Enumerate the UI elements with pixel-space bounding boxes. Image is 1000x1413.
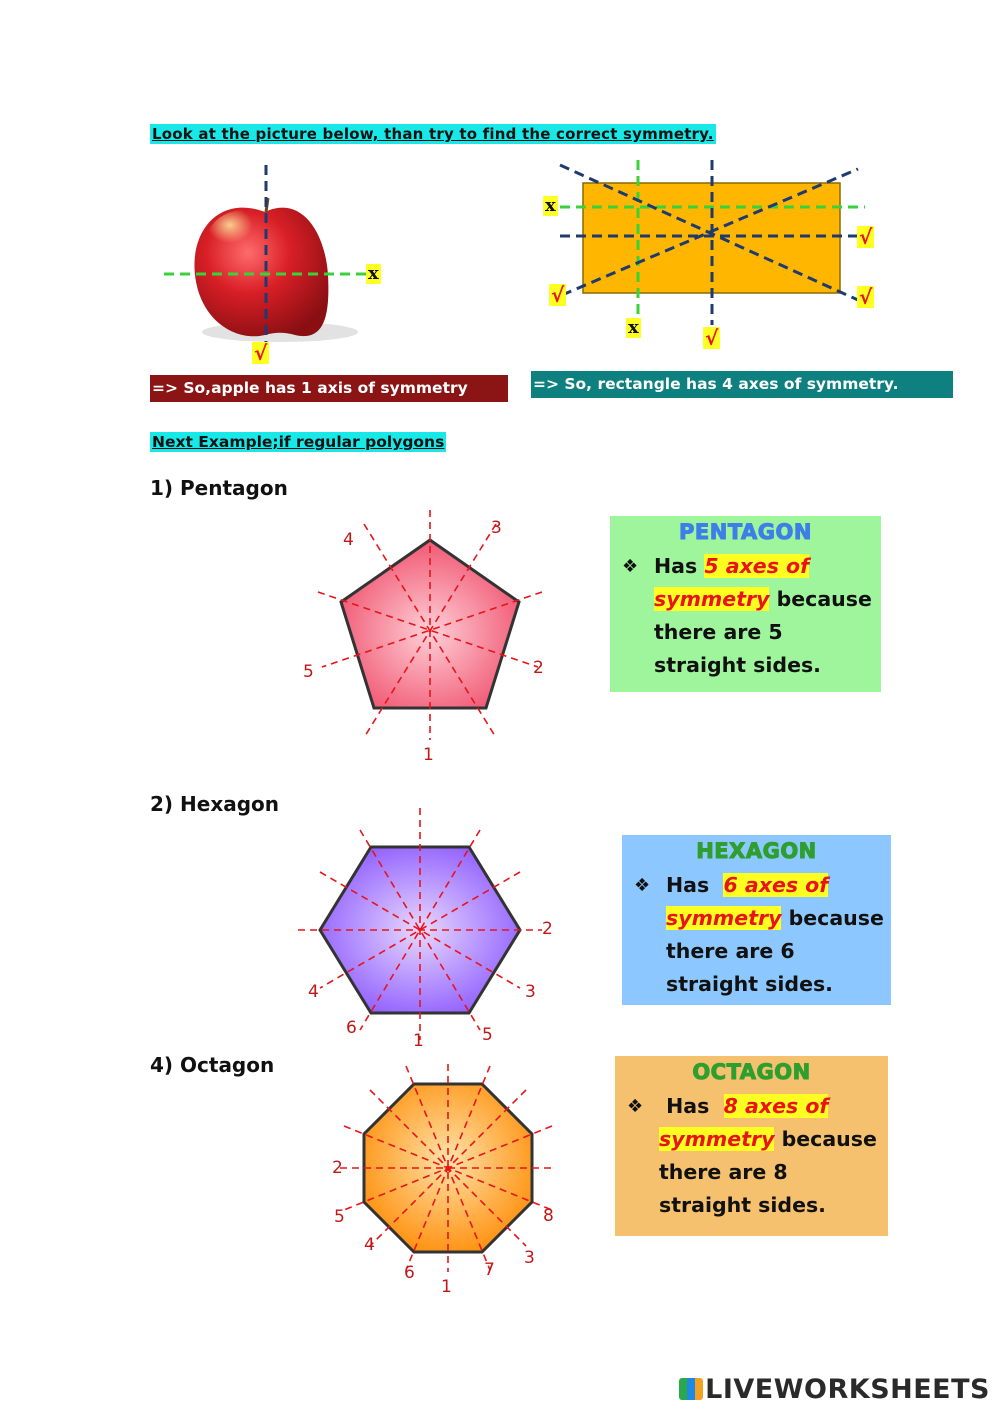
octagon-line3: there are 8 — [659, 1160, 788, 1184]
octagon-axis-label-2: 2 — [332, 1158, 343, 1178]
next-example-heading: Next Example;if regular polygons — [152, 433, 445, 451]
rect-bottom-check: √ — [705, 326, 719, 350]
pentagon-card-title: PENTAGON — [679, 520, 812, 544]
hexagon-card-title: HEXAGON — [696, 839, 817, 863]
pentagon-axis-label-3: 3 — [491, 518, 502, 538]
intro-instruction: Look at the picture below, than try to find the correct symmetry. — [152, 125, 714, 143]
brand-text: LIVEWORKSHEETS — [705, 1374, 990, 1405]
octagon-axis-label-6: 6 — [404, 1263, 415, 1283]
rect-right-lower-check: √ — [859, 285, 873, 309]
octagon-card-text — [615, 1090, 888, 1222]
pentagon-figure — [290, 500, 570, 770]
apple-conclusion-banner: => So,apple has 1 axis of symmetry — [150, 375, 508, 402]
hexagon-has: Has — [666, 873, 710, 897]
octagon-axis-label-5: 5 — [334, 1207, 345, 1227]
hexagon-figure — [290, 800, 570, 1050]
apple-horizontal-x-mark: x — [368, 263, 379, 284]
diamond-bullet-icon: ❖ — [622, 556, 639, 577]
pentagon-has: Has — [654, 554, 698, 578]
octagon-because: because — [774, 1127, 877, 1151]
rect-bottom-x-mark: x — [628, 317, 639, 338]
rect-right-upper-check: √ — [859, 225, 873, 249]
octagon-axis-label-1: 1 — [441, 1277, 452, 1297]
octagon-axis-label-3: 3 — [524, 1248, 535, 1268]
diamond-bullet-icon: ❖ — [627, 1096, 644, 1117]
pentagon-card — [610, 516, 881, 692]
hexagon-heading: 2) Hexagon — [150, 792, 280, 816]
hexagon-axis-label-6: 6 — [346, 1018, 357, 1038]
pentagon-axis-label-4: 4 — [343, 530, 354, 550]
hexagon-because: because — [781, 906, 884, 930]
hexagon-axes-count: 6 axes of — [723, 873, 829, 897]
octagon-line4: straight sides. — [659, 1193, 826, 1217]
octagon-axis-label-8: 8 — [543, 1206, 554, 1226]
hexagon-axis-label-2: 2 — [542, 919, 553, 939]
rectangle-conclusion-banner: => So, rectangle has 4 axes of symmetry. — [531, 371, 953, 398]
pentagon-axes-count: 5 axes of — [704, 554, 810, 578]
octagon-card-title: OCTAGON — [692, 1060, 811, 1084]
octagon-symmetry-word: symmetry — [659, 1127, 775, 1151]
hexagon-axis-label-4: 4 — [308, 982, 319, 1002]
diamond-bullet-icon: ❖ — [634, 875, 651, 896]
octagon-figure — [320, 1060, 570, 1300]
pentagon-heading: 1) Pentagon — [150, 476, 288, 500]
apple-figure — [150, 150, 390, 375]
pentagon-axis-label-1: 1 — [423, 745, 434, 765]
pentagon-axis-label-5: 5 — [303, 662, 314, 682]
hexagon-axis-label-1: 1 — [413, 1031, 424, 1050]
hexagon-line4: straight sides. — [666, 972, 833, 996]
apple-vertical-check-mark: √ — [254, 341, 268, 365]
octagon-axis-label-7: 7 — [484, 1260, 495, 1280]
octagon-heading: 4) Octagon — [150, 1053, 275, 1077]
pentagon-axis-label-2: 2 — [533, 658, 544, 678]
pentagon-symmetry-word: symmetry — [654, 587, 770, 611]
apple-shine — [207, 210, 283, 270]
rectangle-figure — [540, 155, 870, 355]
octagon-axis-label-4: 4 — [364, 1235, 375, 1255]
rect-left-check: √ — [551, 283, 565, 307]
hexagon-axis-label-3: 3 — [525, 982, 536, 1002]
octagon-card — [615, 1056, 888, 1236]
hexagon-line3: there are 6 — [666, 939, 795, 963]
rect-left-x-mark: x — [545, 195, 556, 216]
liveworksheets-logo-icon — [679, 1378, 703, 1400]
pentagon-card-text — [610, 550, 881, 682]
pentagon-line4: straight sides. — [654, 653, 821, 677]
hexagon-card-text — [622, 869, 891, 1001]
pentagon-because: because — [769, 587, 872, 611]
hexagon-card — [622, 835, 891, 1005]
hexagon-axis-label-5: 5 — [482, 1025, 493, 1045]
octagon-axes-count: 8 axes of — [723, 1094, 829, 1118]
liveworksheets-logo[interactable] — [679, 1374, 990, 1405]
hexagon-symmetry-word: symmetry — [666, 906, 782, 930]
pentagon-line3: there are 5 — [654, 620, 783, 644]
octagon-has: Has — [666, 1094, 710, 1118]
